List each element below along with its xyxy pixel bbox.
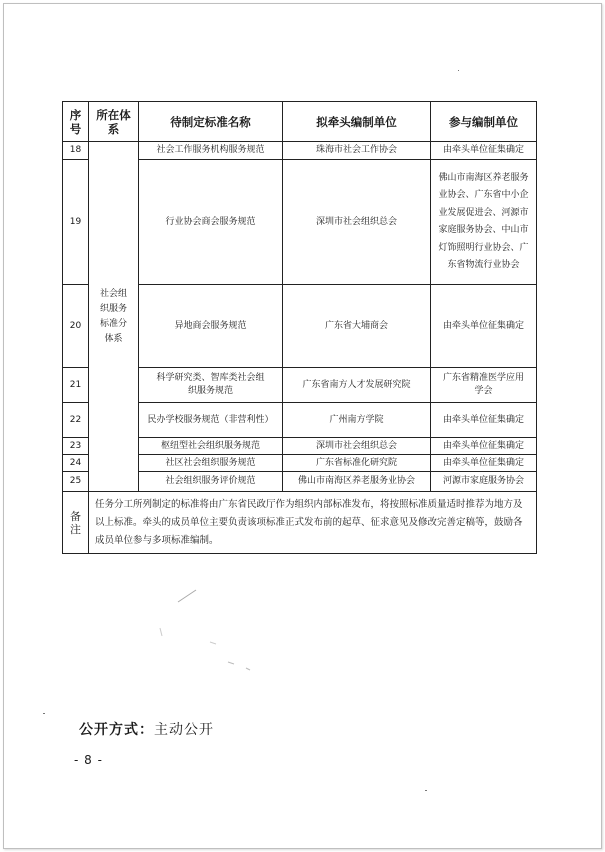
header-name: 待制定标准名称	[139, 102, 283, 142]
system-group-cell: 社会组织服务标准分体系	[89, 142, 139, 492]
row-name: 民办学校服务规范（非营利性）	[139, 403, 283, 438]
table-row	[63, 142, 537, 160]
row-lead: 广东省南方人才发展研究院	[283, 368, 431, 403]
header-system: 所在体系	[89, 102, 139, 142]
row-participants: 由牵头单位征集确定	[431, 142, 537, 160]
row-participants: 佛山市南海区养老服务业协会、广东省中小企业发展促进会、河源市家庭服务协会、中山市灯饰照明行业协会、广东省物流行业协会	[431, 160, 537, 285]
row-no: 19	[63, 160, 89, 285]
row-no: 21	[63, 368, 89, 403]
table-header-row	[63, 102, 537, 142]
row-lead: 广东省大埔商会	[283, 285, 431, 368]
row-participants: 由牵头单位征集确定	[431, 285, 537, 368]
row-participants: 由牵头单位征集确定	[431, 455, 537, 472]
row-name: 行业协会商会服务规范	[139, 160, 283, 285]
scan-speck	[425, 790, 427, 791]
row-participants: 河源市家庭服务协会	[431, 472, 537, 492]
row-no: 23	[63, 438, 89, 455]
standards-table	[62, 101, 537, 554]
publish-label: 公开方式：	[79, 722, 154, 738]
row-participants: 由牵头单位征集确定	[431, 403, 537, 438]
row-no: 24	[63, 455, 89, 472]
row-lead: 珠海市社会工作协会	[283, 142, 431, 160]
row-lead: 广州南方学院	[283, 403, 431, 438]
row-name: 社会工作服务机构服务规范	[139, 142, 283, 160]
faint-seal-marks	[150, 580, 270, 690]
row-name: 枢纽型社会组织服务规范	[139, 438, 283, 455]
row-lead: 广东省标准化研究院	[283, 455, 431, 472]
row-no: 25	[63, 472, 89, 492]
note-label: 备注	[63, 492, 89, 554]
row-participants: 由牵头单位征集确定	[431, 438, 537, 455]
row-name: 社区社会组织服务规范	[139, 455, 283, 472]
row-no: 18	[63, 142, 89, 160]
row-lead: 佛山市南海区养老服务业协会	[283, 472, 431, 492]
header-no: 序号	[63, 102, 89, 142]
note-text: 任务分工所列制定的标准将由广东省民政厅作为组织内部标准发布，将按照标准质量适时推荐为地方及以上标准。牵头的成员单位主要负责该项标准正式发布前的起草、征求意见及修改完善定稿等，鼓励各成员单位参与多项标准编制。	[89, 492, 537, 554]
scan-speck	[43, 713, 45, 714]
row-lead: 深圳市社会组织总会	[283, 160, 431, 285]
row-lead: 深圳市社会组织总会	[283, 438, 431, 455]
publish-method	[79, 719, 214, 739]
scan-speck	[458, 70, 459, 71]
row-name: 异地商会服务规范	[139, 285, 283, 368]
note-row	[63, 492, 537, 554]
publish-value: 主动公开	[154, 722, 214, 738]
row-no: 22	[63, 403, 89, 438]
row-name: 科学研究类、智库类社会组织服务规范	[139, 368, 283, 403]
header-participants: 参与编制单位	[431, 102, 537, 142]
row-no: 20	[63, 285, 89, 368]
header-lead: 拟牵头编制单位	[283, 102, 431, 142]
page-number: - 8 -	[74, 753, 103, 767]
row-name: 社会组织服务评价规范	[139, 472, 283, 492]
row-participants: 广东省精准医学应用学会	[431, 368, 537, 403]
